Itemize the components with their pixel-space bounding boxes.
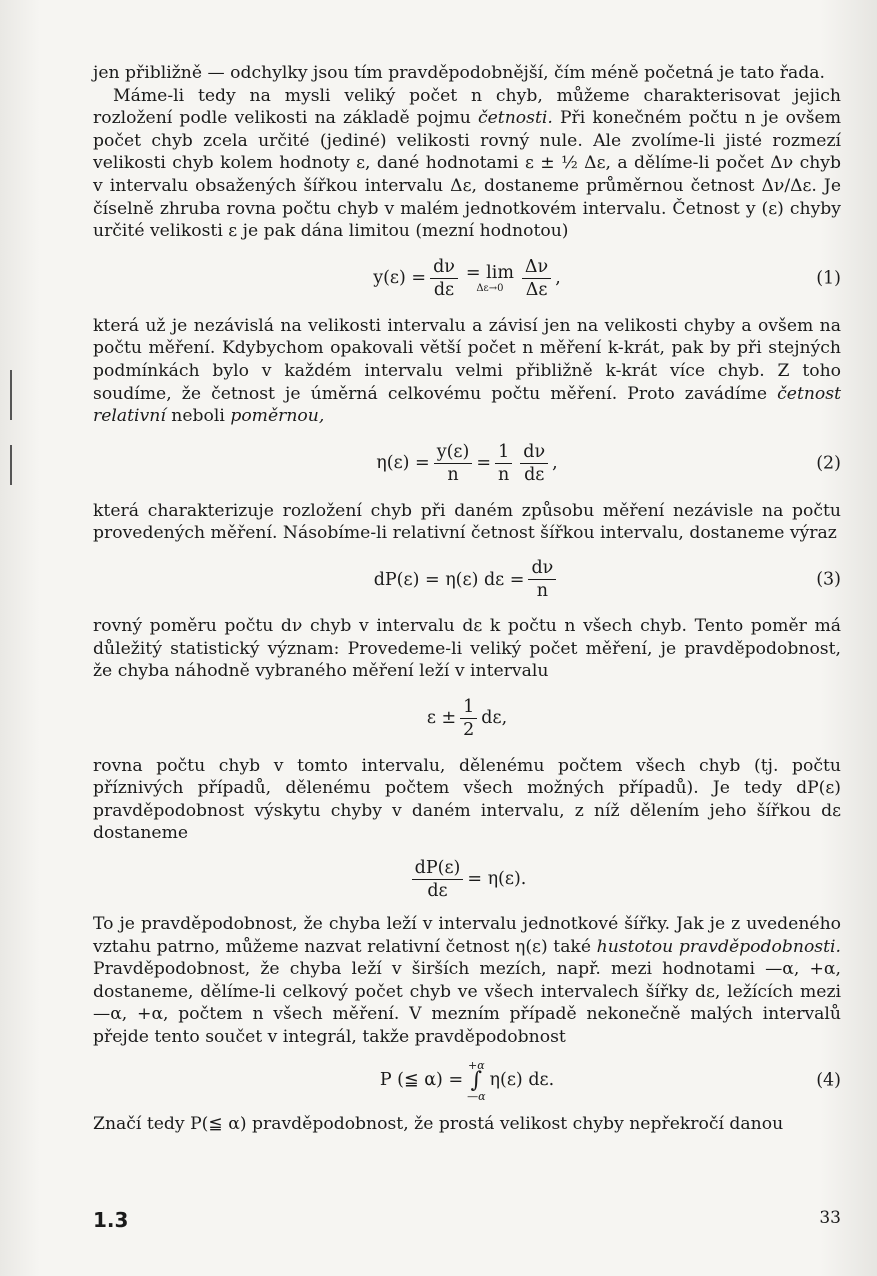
paragraph: která charakterizuje rozložení chyb při daném způsobu měření nezávisle na počtu provedených měření. Násobíme-li relativní četnost šířkou intervalu, dostaneme výraz <box>93 500 841 544</box>
equation-number: (3) <box>816 569 841 590</box>
section-number: 1.3 <box>93 1208 129 1232</box>
equation-4: P (≦ α) = +α ∫ —α η(ε) dε. (4) <box>379 1058 841 1103</box>
margin-mark <box>10 445 12 485</box>
paragraph: jen přibližně — odchylky jsou tím pravděpodobnější, čím méně početná je tato řada. <box>93 63 825 83</box>
margin-mark <box>10 370 12 420</box>
paragraph: rovný poměru počtu dν chyb v intervalu dε k počtu n všech chyb. Tento poměr má důležitý statistický význam: Provedeme-li veliký počet měření, je pravděpodobnost, že chyba náhodně vybraného měření leží v intervalu <box>93 615 841 682</box>
equation-interval: ε ± $\frac{1}{2}$ dε, <box>426 697 508 741</box>
paragraph: rovna počtu chyb v tomto intervalu, dělenému počtem všech chyb (tj. počtu příznivých případů, dělenému počtem všech možných případů). Je tedy dP(ε) pravděpodobnost výskytu chyby v daném intervalu, z níž dělením jeho šířkou dε dostaneme <box>93 755 841 844</box>
equation-3: dP(ε) = η(ε) dε = $\frac{d\nu}{n}$ (3) <box>373 558 841 602</box>
equation-number: (2) <box>816 453 841 474</box>
page-number: 33 <box>819 1208 841 1228</box>
equation-1: y(ε) = $\frac{d\nu}{d\varepsilon}$ = lim Δε→0 $\frac{\Delta\nu}{\Delta\varepsilon}$ , (1) <box>373 257 841 301</box>
equation-number: (4) <box>816 1070 841 1091</box>
text-column <box>93 62 841 1135</box>
equation-density: $\frac{dP(\varepsilon)}{d\varepsilon}$ = η(ε). <box>93 845 841 913</box>
paragraph: Máme-li tedy na mysli veliký počet n chyb, můžeme charakterisovat jejich rozložení podle velikosti na základě pojmu četnosti. Při konečném počtu n je ovšem počet chyb zcela určité (jediné) velikosti rovný nule. Ale zvolíme-li jisté rozmezí velikosti chyb kolem hodnoty ε, dané hodnotami ε ± ½ Δε, a dělíme-li počet Δν chyb v intervalu obsažených šířkou intervalu Δε, dostaneme průměrnou četnost Δν/Δε. Je číselně zhruba rovna počtu chyb v malém jednotkovém intervalu. Četnost y (ε) chyby určité velikosti ε je pak dána limitou (mezní hodnotou) <box>93 85 841 242</box>
page-footer <box>93 1208 841 1232</box>
equation-number: (1) <box>816 268 841 289</box>
paragraph: Značí tedy P(≦ α) pravděpodobnost, že prostá velikost chyby nepřekročí danou <box>93 1113 784 1134</box>
equation-2: η(ε) = $\frac{y(\varepsilon)}{n}$ = $\frac{1}{n}$ $\frac{d\nu}{d\varepsilon}$ , (2) <box>376 442 841 486</box>
paragraph: To je pravděpodobnost, že chyba leží v intervalu jednotkové šířky. Jak je z uvedeného vztahu patrno, můžeme nazvat relativní četnost η(ε) také hustotou pravděpodobnosti. Pravděpodobnost, že chyba leží v širších mezích, např. mezi hodnotami —α, +α, dostaneme, dělíme-li celkový počet chyb ve všech intervalech šířky dε, ležících mezi —α, +α, počtem n všech měření. V mezním případě nekonečně malých intervalů přejde tento součet v integrál, takže pravděpodobnost <box>93 914 841 1048</box>
paragraph: která už je nezávislá na velikosti intervalu a závisí jen na velikosti chyby a ovšem na počtu měření. Kdybychom opakovali větší počet n měření k-krát, pak by při stejných podmínkách bylo v každém intervalu velmi přibližně k-krát více chyb. Z toho soudíme, že četnost je úměrná celkovému počtu měření. Proto zavádíme četnost relativní neboli poměrnou, <box>93 315 841 427</box>
